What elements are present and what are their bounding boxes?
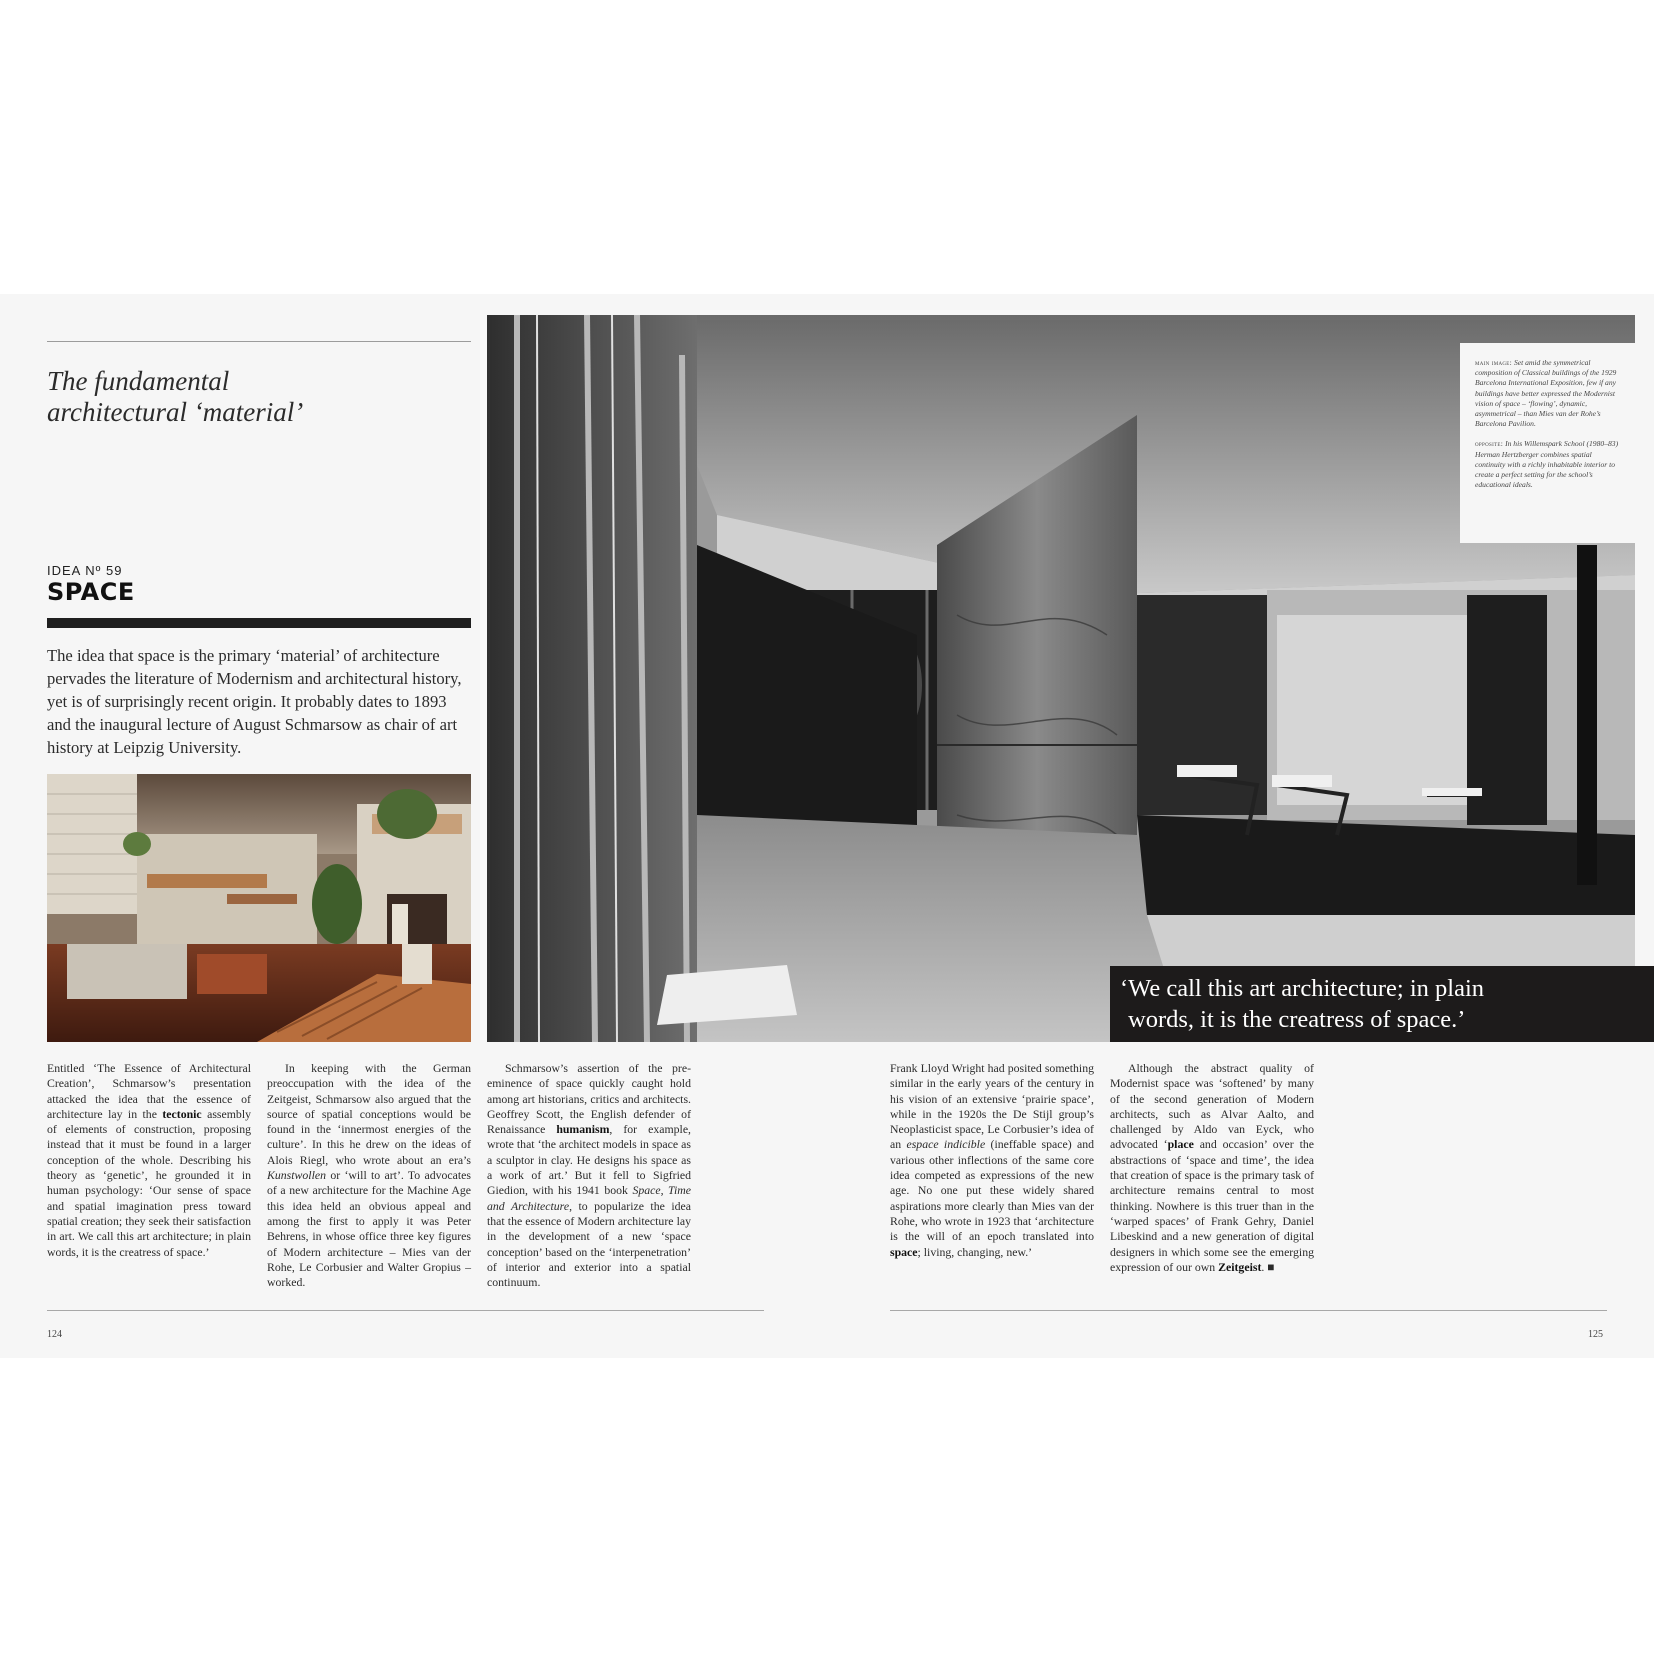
column-5-keyword-1: place bbox=[1167, 1137, 1194, 1152]
main-image-caption-label: main image: bbox=[1475, 358, 1513, 367]
pull-quote bbox=[1110, 966, 1654, 1042]
column-3-text-a: Schmarsow’s assertion of the pre-eminence of space quickly caught hold among art historians, critics and architects. Geoffrey Scott, the English defender of Renaissance bbox=[487, 1061, 691, 1137]
column-1-text-a: Entitled ‘The Essence of Architectural Creation’, Schmarsow’s presentation attacked the idea that the essence of architecture lay in the bbox=[47, 1061, 251, 1121]
column-3-text-c: , to popularize the idea that the essence of Modern architecture lay in the development of a new ‘space conception’ based on the ‘interpenetration’ of interior and exterior into a spatial continuum. bbox=[487, 1198, 691, 1290]
main-image-caption-text: Set amid the symmetrical composition of Classical buildings of the 1929 Barcelona International Exposition, few if any buildings have better expressed the Modernist vision of space – ‘flowing’, dynamic, asymmetrical – than Mies van der Rohe’s Barcelona Pavilion. bbox=[1475, 358, 1617, 429]
bottom-rule-right bbox=[890, 1310, 1607, 1311]
pull-quote-line-2: words, it is the creatress of space.’ bbox=[1128, 1006, 1466, 1033]
body-column-2 bbox=[267, 1061, 471, 1290]
image-captions bbox=[1460, 343, 1635, 543]
column-4-italic: espace indicible bbox=[906, 1137, 986, 1152]
subtitle-line-2: architectural ‘material’ bbox=[47, 397, 304, 427]
column-4-keyword: space bbox=[890, 1244, 918, 1259]
column-3-italic: Space, Time and Architecture bbox=[487, 1183, 692, 1213]
body-column-5 bbox=[1110, 1061, 1314, 1275]
column-3-keyword: humanism bbox=[556, 1122, 610, 1137]
school-interior-photo bbox=[47, 774, 471, 1042]
column-5-keyword-2: Zeitgeist bbox=[1218, 1259, 1262, 1274]
page-number-left: 124 bbox=[47, 1329, 62, 1340]
idea-number: IDEA Nº 59 bbox=[47, 563, 123, 578]
page-number-right: 125 bbox=[1588, 1329, 1603, 1340]
body-column-4 bbox=[890, 1061, 1094, 1260]
school-interior-image bbox=[47, 774, 471, 1042]
column-2-italic: Kunstwollen bbox=[267, 1168, 326, 1183]
subtitle-line-1: The fundamental bbox=[47, 366, 230, 396]
top-rule bbox=[47, 341, 471, 342]
body-column-1 bbox=[47, 1061, 251, 1260]
column-4-text-b: (ineffable space) and various other inflections of the same core idea competed as expressions of the new age. No one put these widely shared aspirations more clearly than Mies van der Rohe, who wrote in 1923 that ‘architecture is the will of an epoch translated into bbox=[890, 1137, 1095, 1244]
column-2-text-b: or ‘will to art’. To advocates of a new architecture for the Machine Age this idea held an obvious appeal and among the first to apply it was Peter Behrens, in whose office three key figures of Modern architecture – Mies van der Rohe, Le Corbusier and Walter Gropius – worked. bbox=[267, 1168, 471, 1290]
column-3-text-b: , for example, wrote that ‘the architect models in space as a sculptor in clay. He designs his space as a work of art.’ But it fell to Sigfried Giedion, with his 1941 book bbox=[487, 1122, 692, 1198]
intro-paragraph: The idea that space is the primary ‘material’ of architecture pervades the literature of Modernism and architectural history, yet is of surprisingly recent origin. It probably dates to 1893 and the inaugural lecture of August Schmarsow as chair of art history at Leipzig University. bbox=[47, 646, 462, 757]
title-rule bbox=[47, 618, 471, 628]
column-5-text-a: Although the abstract quality of Modernist space was ‘softened’ by many of the second generation of Modern architects, such as Alvar Aalto, and challenged by Aldo van Eyck, who advocated ‘ bbox=[1110, 1061, 1314, 1152]
column-1-keyword: tectonic bbox=[162, 1106, 202, 1121]
column-2-text-a: In keeping with the German preoccupation with the idea of the Zeitgeist, Schmarsow also argued that the source of spatial conceptions would be found in the ‘innermost energies of the culture’. In this he drew on the ideas of Alois Riegl, who wrote about an era’s bbox=[267, 1061, 471, 1167]
idea-title: SPACE bbox=[47, 578, 135, 606]
column-5-text-b: and occasion’ over the abstractions of ‘space and time’, the idea that creation of space is the primary task of architecture remains central to most thinking. Nowhere is this truer than in the ‘warped spaces’ of Frank Gehry, Daniel Libeskind and a new generation of digital designers in which some see the emerging expression of our own bbox=[1110, 1137, 1314, 1274]
column-4-text-c: ; living, changing, new.’ bbox=[917, 1244, 1033, 1259]
bottom-rule-left bbox=[47, 1310, 764, 1311]
pull-quote-line-1: ‘We call this art architecture; in plain bbox=[1120, 975, 1485, 1002]
body-column-3 bbox=[487, 1061, 691, 1290]
column-4-text-a: Frank Lloyd Wright had posited something similar in the early years of the century in his vision of an extensive ‘prairie space’, while in the 1920s the De Stijl group’s Neoplasticist space, Le Corbusier’s idea of an bbox=[890, 1061, 1094, 1152]
opposite-caption-label: opposite: bbox=[1475, 439, 1504, 449]
column-5-end-mark: . ■ bbox=[1261, 1259, 1275, 1274]
opposite-caption bbox=[1475, 439, 1621, 490]
opposite-caption-text: In his Willemspark School (1980–83) Herman Hertzberger combines spatial continuity with a richly inhabitable interior to create a perfect setting for the school’s educational ideals. bbox=[1475, 439, 1619, 490]
main-image-caption bbox=[1475, 358, 1621, 429]
column-1-text-b: assembly of elements of construction, proposing instead that it must be found in a larger conception of the whole. Describing his theory as ‘genetic’, he grounded it in human psychology: ‘Our sense of space and spatial imagination press toward spatial creation; they seek their satisfaction in art. We call this art architecture; in plain words, it is the creatress of space.’ bbox=[47, 1106, 251, 1259]
subtitle bbox=[47, 366, 467, 428]
